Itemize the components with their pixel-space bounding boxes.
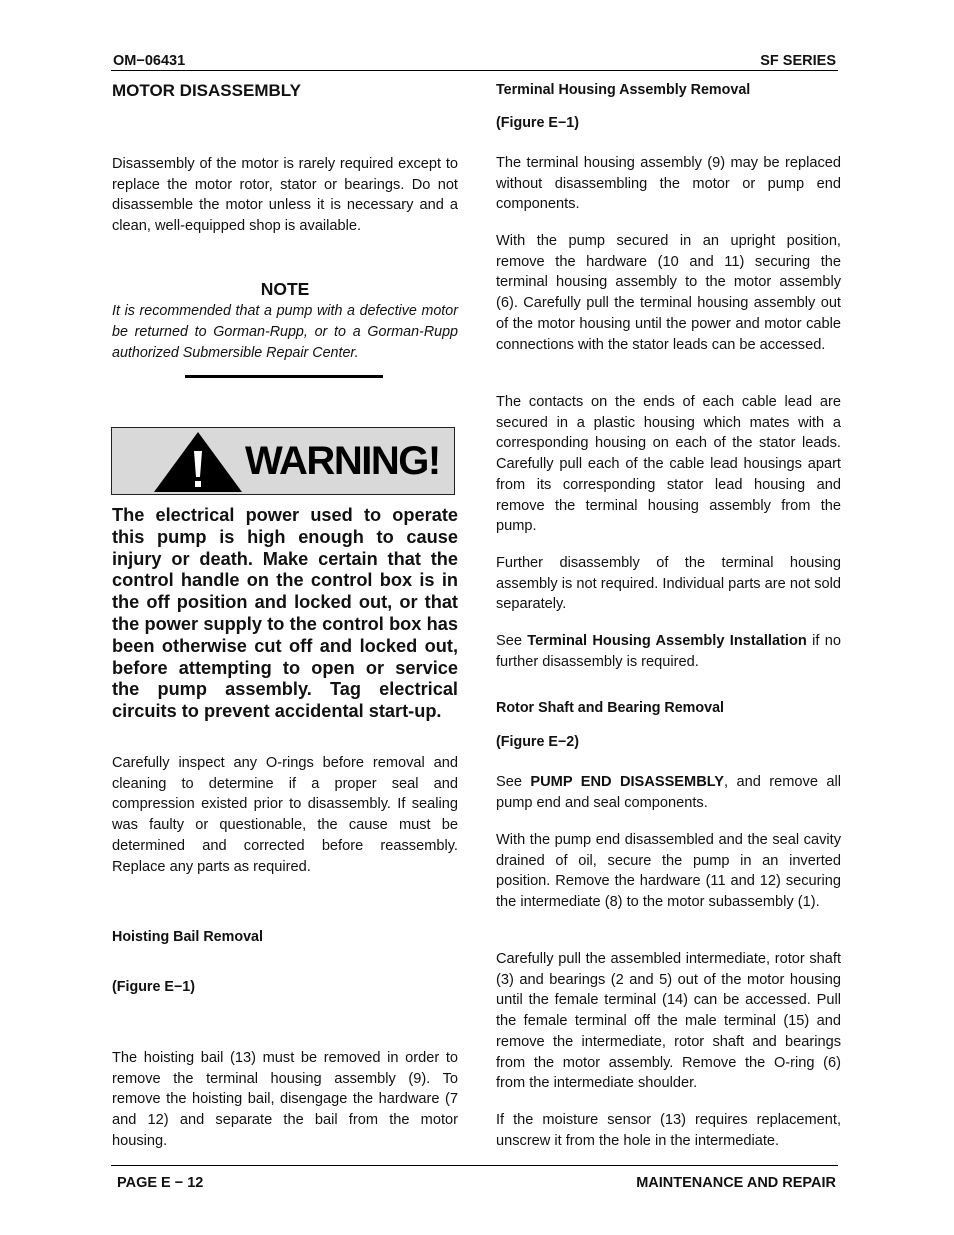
oring-inspection-paragraph: Carefully inspect any O-rings before removal and cleaning to determine if a proper seal and compression existed prior to disassembly. If sealing was faulty or questionable, the cause must be determined and corrected before reassembly. Replace any parts as required. (112, 755, 458, 875)
warning-text: The electrical power used to operate this pump is high enough to cause injury or death. Make certain that the control handle on the control box is in the off position and locked out, or that the power supply to the control box has been otherwise cut off and locked out, before attempting to open or service the pump assembly. Tag electrical circuits to prevent accidental start-up. (112, 505, 458, 722)
terminal-paragraph-4: Further disassembly of the terminal housing assembly is not required. Individual parts are not sold separately. (496, 555, 841, 613)
footer-page-number: PAGE E − 12 (117, 1175, 204, 1191)
terminal-paragraph-3: The contacts on the ends of each cable lead are secured in a plastic housing which mates with a corresponding housing on each of the stator leads. Carefully pull each of the cable lead housings apart from its corresponding stator lead housing and remove the terminal housing assembly from the pump. (496, 394, 841, 535)
header-doc-number: OM−06431 (113, 53, 186, 69)
rotor-paragraph-2: With the pump end disassembled and the seal cavity drained of oil, secure the pump in an inverted position. Remove the hardware (11 and 12) securing the intermediate (8) to the motor subassembly (1). (496, 832, 841, 911)
figure-reference: (Figure E−1) (496, 115, 580, 131)
note-title: NOTE (260, 279, 310, 299)
header-series: SF SERIES (760, 53, 836, 69)
warning-banner (111, 427, 455, 495)
text-run: See (496, 774, 531, 790)
rotor-paragraph-4: If the moisture sensor (13) requires replacement, unscrew it from the hole in the intermediate. (496, 1112, 841, 1149)
footer-rule (111, 1165, 838, 1166)
intro-paragraph: Disassembly of the motor is rarely required except to replace the motor rotor, stator or bearings. Do not disassemble the motor unless it is necessary and a clean, well-equipped shop is available. (112, 156, 458, 235)
note-text: It is recommended that a pump with a defective motor be returned to Gorman-Rupp, or to a Gorman-Rupp authorized Submersible Repair Center. (112, 303, 458, 361)
warning-word: WARNING! (245, 439, 440, 483)
text-run: , and remove all pump end and seal components. (496, 774, 841, 811)
subheading-hoisting-bail-removal: Hoisting Bail Removal (112, 929, 263, 945)
figure-reference: (Figure E−2) (496, 734, 580, 750)
section-reference: PUMP END DISASSEMBLY (530, 774, 725, 790)
terminal-paragraph-1: The terminal housing assembly (9) may be replaced without disassembling the motor or pump end components. (496, 155, 841, 213)
hoisting-bail-paragraph: The hoisting bail (13) must be removed in order to remove the terminal housing assembly (9). To remove the hoisting bail, disengage the hardware (7 and 12) and separate the bail from the motor housing. (112, 1050, 458, 1149)
text-run: See (496, 633, 528, 649)
header-rule (111, 70, 838, 71)
rotor-paragraph-1 (496, 772, 841, 813)
note-divider (185, 375, 383, 378)
terminal-paragraph-2: With the pump secured in an upright position, remove the hardware (10 and 11) securing the terminal housing assembly to the motor assembly (6). Carefully pull the terminal housing assembly out of the motor housing until the power and motor cable connections with the stator leads can be accessed. (496, 233, 841, 353)
terminal-paragraph-5 (496, 631, 841, 672)
subheading-rotor-shaft-removal: Rotor Shaft and Bearing Removal (496, 700, 724, 716)
text-run: if no further disassembly is required. (496, 633, 842, 670)
warning-triangle-icon (152, 431, 244, 493)
subheading-terminal-housing-removal: Terminal Housing Assembly Removal (496, 82, 751, 98)
rotor-paragraph-3: Carefully pull the assembled intermediate, rotor shaft (3) and bearings (2 and 5) out of the motor housing until the female terminal (14) can be accessed. Pull the female terminal off the male terminal (15) and remove the intermediate, rotor shaft and bearings from the motor assembly. Remove the O-ring (6) from the intermediate shoulder. (496, 951, 841, 1092)
section-reference: Terminal Housing Assembly Installation (527, 633, 807, 649)
figure-reference: (Figure E−1) (112, 979, 196, 995)
section-heading-motor-disassembly: MOTOR DISASSEMBLY (112, 81, 301, 100)
footer-section-name: MAINTENANCE AND REPAIR (636, 1175, 836, 1191)
